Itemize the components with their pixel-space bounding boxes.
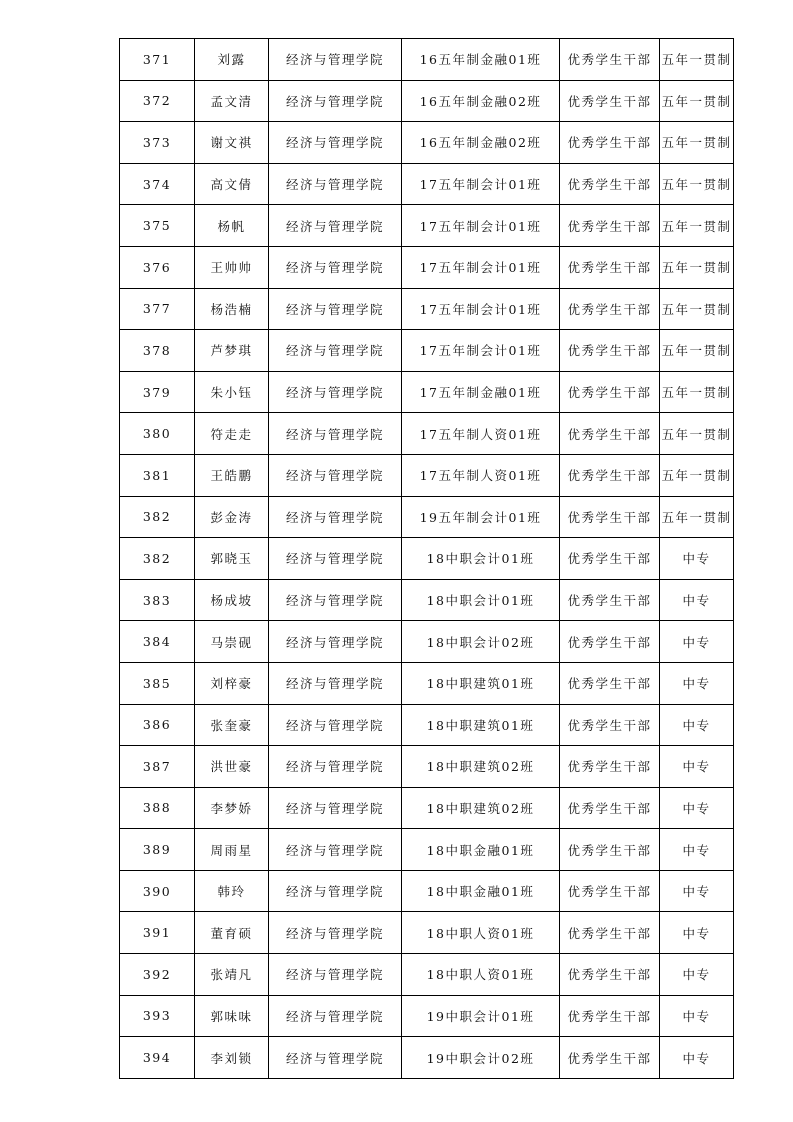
student-name: 孟文清 (195, 80, 269, 122)
program-type: 五年一贯制 (660, 330, 734, 372)
student-name: 符走走 (195, 413, 269, 455)
row-number: 379 (120, 371, 195, 413)
row-number: 382 (120, 538, 195, 580)
award-title: 优秀学生干部 (560, 205, 660, 247)
class-name: 18中职建筑02班 (402, 787, 560, 829)
table-row (120, 330, 734, 372)
program-type: 中专 (660, 1037, 734, 1079)
class-name: 17五年制会计01班 (402, 288, 560, 330)
college-name: 经济与管理学院 (269, 829, 402, 871)
award-title: 优秀学生干部 (560, 288, 660, 330)
college-name: 经济与管理学院 (269, 538, 402, 580)
row-number: 386 (120, 704, 195, 746)
program-type: 五年一贯制 (660, 80, 734, 122)
table-row (120, 662, 734, 704)
college-name: 经济与管理学院 (269, 496, 402, 538)
student-name: 刘露 (195, 39, 269, 81)
program-type: 五年一贯制 (660, 39, 734, 81)
class-name: 17五年制金融01班 (402, 371, 560, 413)
class-name: 18中职建筑02班 (402, 746, 560, 788)
row-number: 371 (120, 39, 195, 81)
class-name: 19中职会计02班 (402, 1037, 560, 1079)
row-number: 394 (120, 1037, 195, 1079)
college-name: 经济与管理学院 (269, 621, 402, 663)
row-number: 373 (120, 122, 195, 164)
award-title: 优秀学生干部 (560, 662, 660, 704)
table-row (120, 954, 734, 996)
program-type: 五年一贯制 (660, 246, 734, 288)
college-name: 经济与管理学院 (269, 995, 402, 1037)
college-name: 经济与管理学院 (269, 80, 402, 122)
student-name: 洪世豪 (195, 746, 269, 788)
award-title: 优秀学生干部 (560, 80, 660, 122)
college-name: 经济与管理学院 (269, 912, 402, 954)
table-row (120, 829, 734, 871)
program-type: 五年一贯制 (660, 496, 734, 538)
row-number: 393 (120, 995, 195, 1037)
program-type: 五年一贯制 (660, 205, 734, 247)
row-number: 390 (120, 870, 195, 912)
row-number: 378 (120, 330, 195, 372)
program-type: 五年一贯制 (660, 454, 734, 496)
class-name: 17五年制人资01班 (402, 454, 560, 496)
table-row (120, 454, 734, 496)
table-row (120, 163, 734, 205)
table-row (120, 205, 734, 247)
award-title: 优秀学生干部 (560, 621, 660, 663)
college-name: 经济与管理学院 (269, 662, 402, 704)
award-title: 优秀学生干部 (560, 454, 660, 496)
college-name: 经济与管理学院 (269, 163, 402, 205)
table-row (120, 1037, 734, 1079)
program-type: 中专 (660, 787, 734, 829)
award-title: 优秀学生干部 (560, 787, 660, 829)
class-name: 18中职人资01班 (402, 954, 560, 996)
table-row (120, 496, 734, 538)
award-title: 优秀学生干部 (560, 954, 660, 996)
class-name: 18中职建筑01班 (402, 662, 560, 704)
class-name: 17五年制会计01班 (402, 330, 560, 372)
row-number: 387 (120, 746, 195, 788)
award-title: 优秀学生干部 (560, 1037, 660, 1079)
program-type: 中专 (660, 704, 734, 746)
row-number: 377 (120, 288, 195, 330)
award-title: 优秀学生干部 (560, 39, 660, 81)
program-type: 中专 (660, 912, 734, 954)
program-type: 五年一贯制 (660, 413, 734, 455)
program-type: 中专 (660, 621, 734, 663)
class-name: 17五年制人资01班 (402, 413, 560, 455)
row-number: 376 (120, 246, 195, 288)
award-title: 优秀学生干部 (560, 122, 660, 164)
student-name: 杨帆 (195, 205, 269, 247)
student-name: 朱小钰 (195, 371, 269, 413)
award-roster-table (119, 38, 734, 1079)
student-name: 马崇砚 (195, 621, 269, 663)
row-number: 388 (120, 787, 195, 829)
row-number: 382 (120, 496, 195, 538)
class-name: 18中职会计02班 (402, 621, 560, 663)
program-type: 五年一贯制 (660, 163, 734, 205)
table-row (120, 579, 734, 621)
award-title: 优秀学生干部 (560, 371, 660, 413)
college-name: 经济与管理学院 (269, 704, 402, 746)
student-name: 彭金涛 (195, 496, 269, 538)
roster-table-body (120, 39, 734, 1079)
student-name: 刘梓豪 (195, 662, 269, 704)
row-number: 372 (120, 80, 195, 122)
class-name: 18中职建筑01班 (402, 704, 560, 746)
award-title: 优秀学生干部 (560, 330, 660, 372)
table-row (120, 538, 734, 580)
program-type: 五年一贯制 (660, 371, 734, 413)
award-title: 优秀学生干部 (560, 829, 660, 871)
table-row (120, 995, 734, 1037)
class-name: 16五年制金融01班 (402, 39, 560, 81)
table-row (120, 912, 734, 954)
class-name: 17五年制会计01班 (402, 163, 560, 205)
college-name: 经济与管理学院 (269, 454, 402, 496)
row-number: 374 (120, 163, 195, 205)
row-number: 384 (120, 621, 195, 663)
table-row (120, 80, 734, 122)
class-name: 18中职会计01班 (402, 538, 560, 580)
student-name: 张奎豪 (195, 704, 269, 746)
college-name: 经济与管理学院 (269, 371, 402, 413)
award-title: 优秀学生干部 (560, 538, 660, 580)
college-name: 经济与管理学院 (269, 413, 402, 455)
program-type: 中专 (660, 746, 734, 788)
student-name: 韩玲 (195, 870, 269, 912)
row-number: 380 (120, 413, 195, 455)
college-name: 经济与管理学院 (269, 39, 402, 81)
award-title: 优秀学生干部 (560, 995, 660, 1037)
row-number: 392 (120, 954, 195, 996)
table-row (120, 413, 734, 455)
award-title: 优秀学生干部 (560, 579, 660, 621)
program-type: 中专 (660, 954, 734, 996)
table-row (120, 704, 734, 746)
row-number: 381 (120, 454, 195, 496)
program-type: 中专 (660, 829, 734, 871)
award-title: 优秀学生干部 (560, 163, 660, 205)
table-row (120, 787, 734, 829)
college-name: 经济与管理学院 (269, 288, 402, 330)
student-name: 李梦娇 (195, 787, 269, 829)
college-name: 经济与管理学院 (269, 870, 402, 912)
class-name: 16五年制金融02班 (402, 122, 560, 164)
class-name: 18中职人资01班 (402, 912, 560, 954)
college-name: 经济与管理学院 (269, 330, 402, 372)
table-row (120, 288, 734, 330)
student-name: 董育硕 (195, 912, 269, 954)
award-title: 优秀学生干部 (560, 246, 660, 288)
table-row (120, 870, 734, 912)
program-type: 五年一贯制 (660, 122, 734, 164)
row-number: 385 (120, 662, 195, 704)
table-row (120, 371, 734, 413)
student-name: 王皓鹏 (195, 454, 269, 496)
student-name: 张靖凡 (195, 954, 269, 996)
table-row (120, 246, 734, 288)
row-number: 375 (120, 205, 195, 247)
table-row (120, 621, 734, 663)
row-number: 383 (120, 579, 195, 621)
college-name: 经济与管理学院 (269, 205, 402, 247)
class-name: 18中职金融01班 (402, 829, 560, 871)
class-name: 18中职金融01班 (402, 870, 560, 912)
program-type: 中专 (660, 662, 734, 704)
program-type: 中专 (660, 870, 734, 912)
college-name: 经济与管理学院 (269, 954, 402, 996)
award-title: 优秀学生干部 (560, 413, 660, 455)
program-type: 中专 (660, 995, 734, 1037)
award-title: 优秀学生干部 (560, 704, 660, 746)
student-name: 王帅帅 (195, 246, 269, 288)
student-name: 郭味味 (195, 995, 269, 1037)
program-type: 中专 (660, 579, 734, 621)
program-type: 中专 (660, 538, 734, 580)
student-name: 谢文祺 (195, 122, 269, 164)
table-row (120, 746, 734, 788)
class-name: 17五年制会计01班 (402, 246, 560, 288)
college-name: 经济与管理学院 (269, 1037, 402, 1079)
college-name: 经济与管理学院 (269, 246, 402, 288)
row-number: 389 (120, 829, 195, 871)
class-name: 19五年制会计01班 (402, 496, 560, 538)
student-name: 郭晓玉 (195, 538, 269, 580)
award-title: 优秀学生干部 (560, 870, 660, 912)
student-name: 周雨星 (195, 829, 269, 871)
student-name: 芦梦琪 (195, 330, 269, 372)
student-name: 杨成坡 (195, 579, 269, 621)
class-name: 19中职会计01班 (402, 995, 560, 1037)
class-name: 16五年制金融02班 (402, 80, 560, 122)
student-name: 高文倩 (195, 163, 269, 205)
program-type: 五年一贯制 (660, 288, 734, 330)
award-title: 优秀学生干部 (560, 746, 660, 788)
table-row (120, 122, 734, 164)
table-row (120, 39, 734, 81)
award-title: 优秀学生干部 (560, 496, 660, 538)
award-title: 优秀学生干部 (560, 912, 660, 954)
student-name: 李刘锁 (195, 1037, 269, 1079)
class-name: 18中职会计01班 (402, 579, 560, 621)
college-name: 经济与管理学院 (269, 579, 402, 621)
college-name: 经济与管理学院 (269, 746, 402, 788)
college-name: 经济与管理学院 (269, 787, 402, 829)
class-name: 17五年制会计01班 (402, 205, 560, 247)
student-name: 杨浩楠 (195, 288, 269, 330)
college-name: 经济与管理学院 (269, 122, 402, 164)
row-number: 391 (120, 912, 195, 954)
